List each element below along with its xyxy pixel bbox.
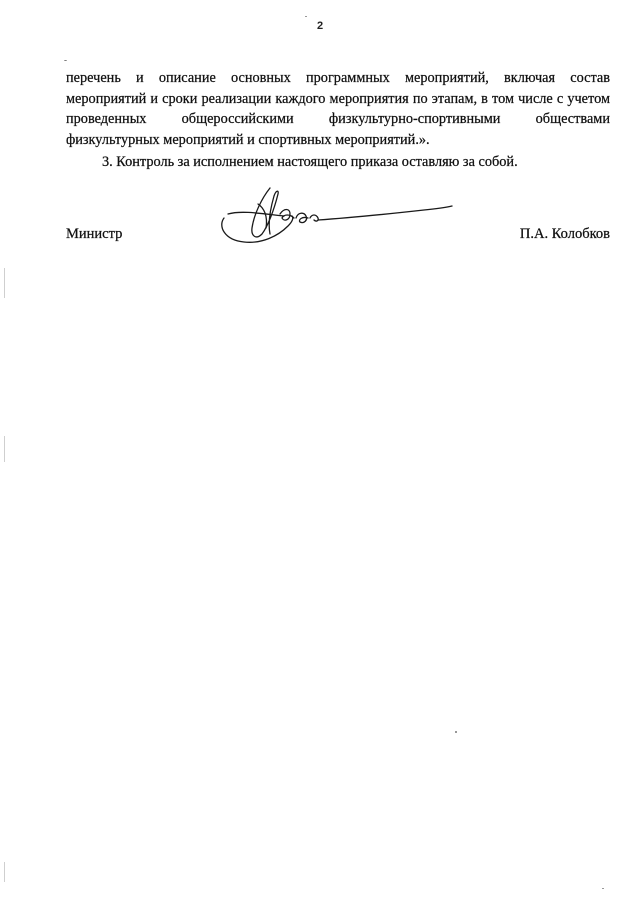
scan-edge-mark	[4, 268, 5, 298]
document-body	[66, 68, 610, 173]
scan-speck	[64, 60, 67, 61]
scan-speck	[602, 888, 604, 889]
signer-position: Министр	[66, 226, 123, 242]
paragraph-continued: перечень и описание основных программных мероприятий, включая состав мероприятий и сроки реализации каждого мероприятия по этапам, в том числе с учетом проведенных общероссийскими физкультурно-спортивными обществами физкультурных мероприятий и спортивных мероприятий.».	[66, 70, 610, 148]
signature-block	[66, 226, 610, 250]
paragraph-item-3: 3. Контроль за исполнением настоящего приказа оставляю за собой.	[102, 154, 518, 170]
scan-edge-mark	[4, 436, 5, 462]
signer-name: П.А. Колобков	[519, 226, 610, 242]
page-number: 2	[316, 20, 324, 32]
scan-edge-mark	[4, 862, 5, 882]
scan-speck	[455, 731, 457, 733]
scan-speck	[305, 16, 307, 17]
